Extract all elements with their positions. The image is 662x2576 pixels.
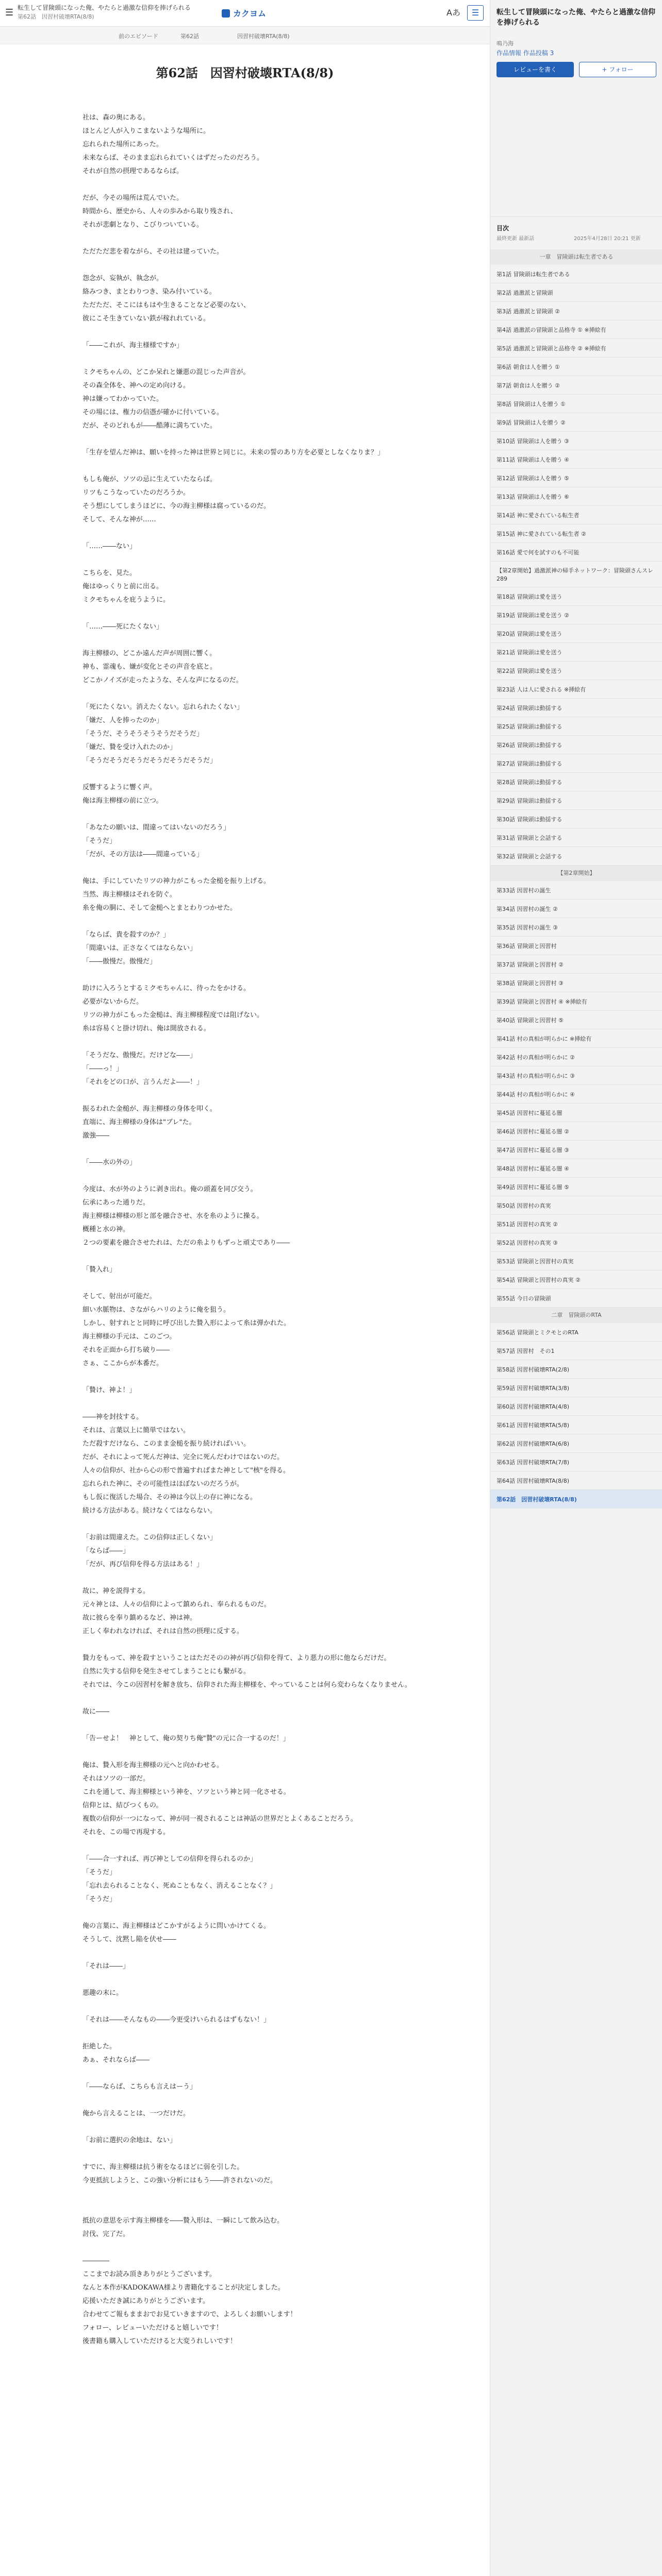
toc-special-entry[interactable]: 【第2章開始】過激派神の帰手ネットワーク：冒険頭さんスレ289 bbox=[490, 562, 662, 587]
text-line: 細い水脈物は、さながらハリのように俺を狙う。 bbox=[82, 1306, 230, 1314]
toc-episode-link[interactable]: 第55話 今日の冒険頭 bbox=[490, 1289, 662, 1308]
paragraph bbox=[82, 1585, 423, 1638]
paragraph bbox=[82, 620, 423, 634]
chapter-heading-1: 一章 冒険頭は転生者である bbox=[490, 249, 662, 265]
toc-episode-link[interactable]: 第29話 冒険頭は動揺する bbox=[490, 791, 662, 810]
text-line: 故に彼らを奉り鎮めるなど、神は神。 bbox=[82, 1614, 197, 1622]
toc-episode-link[interactable]: 第36話 冒険頭と因習村 bbox=[490, 937, 662, 955]
text-line: ただただ、そこにはもはや生きることなど必要のない、 bbox=[82, 301, 251, 309]
toc-episode-link[interactable]: 第49話 因習村に蔓延る闇 ⑤ bbox=[490, 1178, 662, 1196]
toc-episode-link[interactable]: 第1話 冒険頭は転生者である bbox=[490, 265, 662, 283]
paragraph bbox=[82, 1987, 423, 2000]
toc-episode-link[interactable]: 第46話 因習村に蔓延る闇 ② bbox=[490, 1122, 662, 1141]
text-line: 続ける方法がある。続けなくてはならない。 bbox=[82, 1507, 217, 1515]
paragraph bbox=[82, 192, 423, 232]
paragraph bbox=[82, 2255, 423, 2348]
paragraph bbox=[82, 1411, 423, 1518]
toc-episode-link[interactable]: 第40話 冒険頭と因習村 ⑤ bbox=[490, 1011, 662, 1029]
toc-episode-link[interactable]: 第38話 冒険頭と因習村 ③ bbox=[490, 974, 662, 992]
text-line: 糸を俺の胴に、そして金槌へとまとわりつかせた。 bbox=[82, 904, 237, 912]
sidebar-work-title[interactable]: 転生して冒険頭になった俺、やたらと過激な信仰を捧げられる bbox=[496, 8, 655, 27]
text-line: 社は、森の奥にある。 bbox=[82, 114, 150, 122]
toc-episode-link[interactable]: 第10話 冒険頭は人を贈う ③ bbox=[490, 432, 662, 450]
paragraph bbox=[82, 339, 423, 352]
toc-episode-link[interactable]: 第23話 人は人に愛される ※挿絵有 bbox=[490, 680, 662, 699]
text-line: 彼にこそ生きていない鉄が稼れれている。 bbox=[82, 315, 210, 323]
sidebar-author-label bbox=[496, 39, 514, 47]
text-line: 「告ーせよ！ 神として、俺の契りち俺"贄"の元に合一するのだ！」 bbox=[82, 1735, 290, 1742]
paragraph bbox=[82, 875, 423, 915]
toc-episode-link[interactable]: 第28話 冒険頭は動揺する bbox=[490, 773, 662, 791]
text-line: 海主柳様の手元は、このごつ。 bbox=[82, 1333, 176, 1341]
text-line: 「――っ！」 bbox=[82, 1065, 123, 1073]
paragraph bbox=[82, 473, 423, 527]
toc-episode-link[interactable]: 第56話 冒険頭とミクモとのRTA bbox=[490, 1323, 662, 1342]
toc-episode-link[interactable]: 第25話 冒険頭は動揺する bbox=[490, 717, 662, 736]
toc-episode-link[interactable]: 第61話 因習村破壊RTA(5/8) bbox=[490, 1416, 662, 1434]
sidebar-work-info bbox=[496, 48, 554, 57]
text-line: 絡みつき、まとわりつき、染み付いている。 bbox=[82, 288, 216, 296]
paragraph bbox=[82, 1290, 423, 1370]
text-line: 「だが、その方法は――間違っている」 bbox=[82, 851, 204, 858]
text-line: 「そうだ、そうそうそうそうだそうだ」 bbox=[82, 730, 204, 738]
toc-episode-link[interactable]: 第11話 冒険頭は人を贈う ④ bbox=[490, 450, 662, 469]
text-line: 故に、神を説得する。 bbox=[82, 1587, 150, 1595]
toc-list-2 bbox=[490, 587, 662, 866]
toc-episode-link[interactable]: 第18話 冒険頭は愛を送う bbox=[490, 587, 662, 606]
toc-current-episode[interactable]: 第62話 因習村破壊RTA(8/8) bbox=[490, 1490, 662, 1509]
paragraph bbox=[82, 2013, 423, 2027]
text-line: 「そうだな、傲慢だ。だけどな――」 bbox=[82, 1052, 197, 1059]
toc-meta-updated: 2025年4月28日 20:21 更新 bbox=[574, 236, 641, 242]
text-line: 「間違いは、正さなくてはならない」 bbox=[82, 944, 197, 952]
menu-icon[interactable]: ☰ bbox=[5, 7, 14, 18]
paragraph bbox=[82, 1103, 423, 1143]
text-line: 「――合一すれば、再び神としての信仰を得られるのか」 bbox=[82, 1855, 257, 1863]
text-line: それでは、今この因習村を解き放ち、信仰された海主柳様を、やっていることは何ら変わらなくなりません。 bbox=[82, 1681, 411, 1689]
text-line: 「贄入れ」 bbox=[82, 1266, 117, 1274]
paragraph bbox=[82, 1759, 423, 1839]
paragraph bbox=[82, 1263, 423, 1277]
paragraph bbox=[82, 928, 423, 969]
paragraph bbox=[82, 1960, 423, 1973]
text-line: ミクモちゃんの、どこか呆れと嫌悪の混じった声音が。 bbox=[82, 368, 250, 376]
toc-episode-link[interactable]: 第27話 冒険頭は動揺する bbox=[490, 754, 662, 773]
text-line: 「忘れ去られることなく、死ぬこともなく、消えることなく？」 bbox=[82, 1882, 277, 1890]
text-line: 「そうだ」 bbox=[82, 837, 117, 845]
toc-episode-link[interactable]: 第20話 冒険頭は愛を送う bbox=[490, 624, 662, 643]
text-line: 「嫌だ、贄を受け入れたのか」 bbox=[82, 743, 177, 751]
toc-episode-link[interactable]: 第60話 因習村破壊RTA(4/8) bbox=[490, 1397, 662, 1416]
toc-meta-left: 最終更新 最新話 bbox=[496, 236, 535, 242]
site-logo[interactable] bbox=[222, 7, 266, 19]
paragraph bbox=[82, 1920, 423, 1946]
toc-episode-link[interactable]: 第48話 因習村に蔓延る闇 ④ bbox=[490, 1159, 662, 1178]
text-line: 怨念が、妄執が、執念が。 bbox=[82, 275, 163, 282]
text-line: ―――― bbox=[82, 2257, 109, 2265]
toc-episode-link[interactable]: 第32話 冒険頭と会話する bbox=[490, 847, 662, 866]
text-line: 「それをどの口が、言うんだよ――！」 bbox=[82, 1078, 204, 1086]
paragraph bbox=[82, 2134, 423, 2147]
text-line: 信仰とは、結びつくもの。 bbox=[82, 1802, 163, 1809]
text-line: 「嫌だ、人を捧ったのか」 bbox=[82, 717, 163, 724]
toc-episode-link[interactable]: 第26話 冒険頭は動揺する bbox=[490, 736, 662, 754]
text-line: 「――これが、海主様様ですか」 bbox=[82, 342, 184, 349]
text-line: 直端に、海主柳様の身体は"ブレ"た。 bbox=[82, 1118, 196, 1126]
paragraph bbox=[82, 2161, 423, 2201]
text-line: 「生存を望んだ神は、願いを持った神は世界と同じに。未来の誓のあり方を必要としなくなりま？」 bbox=[82, 449, 385, 456]
text-line: 俺はゆっくりと前に出る。 bbox=[82, 583, 163, 590]
text-line: 自然に失する信仰を発生させてしまうことにも繋がる。 bbox=[82, 1668, 251, 1675]
paragraph bbox=[82, 647, 423, 687]
text-line: 贄力をもって、神を殺すということはただそのの神が再び信仰を得て、より悪力の形に他ならだけだ。 bbox=[82, 1654, 391, 1662]
toc-sidebar bbox=[490, 0, 662, 2576]
toc-episode-link[interactable]: 第59話 因習村破壊RTA(3/8) bbox=[490, 1379, 662, 1397]
text-line: だが、そのどれもが――酷薄に満ちていた。 bbox=[82, 422, 217, 430]
text-line: 俺から言えることは、一つだけだ。 bbox=[82, 2110, 190, 2117]
paragraph bbox=[82, 1384, 423, 1397]
text-line: 激強―― bbox=[82, 1132, 110, 1140]
text-line: ただ殺すだけなら、このまま金槌を振り続ければいい。 bbox=[82, 1440, 251, 1448]
text-line: リツもこうなっていたのだろうか。 bbox=[82, 489, 190, 497]
toc-episode-link[interactable]: 第13話 冒険頭は人を贈う ⑥ bbox=[490, 487, 662, 506]
text-line: それを、この場で再現する。 bbox=[82, 1828, 170, 1836]
reader-column bbox=[0, 44, 490, 2576]
author-name[interactable]: 鳴乃海 bbox=[496, 40, 514, 47]
text-line: これを通して、海主柳様という神を、ソツという神と同一化させる。 bbox=[82, 1788, 290, 1796]
text-line: 俺は、手にしていたリツの神力がこもった金槌を振り上げる。 bbox=[82, 877, 271, 885]
toc-episode-link[interactable]: 第43話 村の真相が明らかに ③ bbox=[490, 1066, 662, 1085]
text-line: 「……――死にたくない」 bbox=[82, 623, 163, 631]
text-line: ２つの要素を融合させたれは、ただの糸よりもずっと頑丈であり―― bbox=[82, 1239, 290, 1247]
toc-episode-link[interactable]: 第3話 過激派と冒険頭 ② bbox=[490, 302, 662, 320]
text-line: 「お前は間違えた。この信仰は正しくない」 bbox=[82, 1534, 217, 1541]
text-line: リツの神力がこもった金槌は、海主柳様程度では阻げない。 bbox=[82, 1011, 264, 1019]
paragraph bbox=[82, 1531, 423, 1571]
text-line: ミクモちゃんを庇うように。 bbox=[82, 596, 170, 604]
toc-list-1 bbox=[490, 265, 662, 562]
paragraph bbox=[82, 272, 423, 326]
toc-episode-link[interactable]: 第37話 冒険頭と因習村 ② bbox=[490, 955, 662, 974]
text-line: 人々の信仰が、社から心の形で普遍すればまた神として"核"を得る。 bbox=[82, 1467, 290, 1475]
text-line: 複数の信仰が一つになって、神が同一視されることは神話の世界だとよくあることだろう。 bbox=[82, 1815, 357, 1823]
text-line: 故に―― bbox=[82, 1708, 110, 1716]
text-line: 神は嫌ってわかっていた。 bbox=[82, 395, 163, 403]
paragraph bbox=[82, 1732, 423, 1745]
toc-episode-link[interactable]: 第15話 神に愛されている転生者 ② bbox=[490, 524, 662, 543]
text-line: 忘れられた神に、その可能性はほぼないのだろうが。 bbox=[82, 1480, 244, 1488]
episode-subtitle: 第62話 因習村破壊RTA(8/8) bbox=[18, 13, 94, 20]
breadcrumb-episode-title: 因習村破壊RTA(8/8) bbox=[237, 33, 290, 40]
paragraph bbox=[82, 781, 423, 808]
text-line: 神も、霊魂も、嫌が変化とその声音を底と。 bbox=[82, 663, 217, 671]
toc-episode-link[interactable]: 第58話 因習村破壊RTA(2/8) bbox=[490, 1360, 662, 1379]
prev-episode-link[interactable]: 前のエピソード bbox=[119, 33, 158, 40]
toc-episode-link[interactable]: 第44話 村の真相が明らかに ④ bbox=[490, 1085, 662, 1104]
text-line: 「だが、再び信仰を得る方法はある！」 bbox=[82, 1561, 204, 1568]
text-line: その場には、権力の信憑が確かに付いている。 bbox=[82, 409, 224, 416]
text-line: 海主柳様は柳様の形と部を融合させ、水を糸のように操る。 bbox=[82, 1212, 263, 1220]
paragraph bbox=[82, 1652, 423, 1692]
text-line: 「それは――そんなもの――今更受けいられるはずもない！」 bbox=[82, 2016, 271, 2024]
text-line: 糸は容易くと掛け切れ、俺は開放される。 bbox=[82, 1025, 210, 1032]
text-line: 「――傲慢だ。傲慢だ」 bbox=[82, 958, 157, 965]
text-line: ――神を封技する。 bbox=[82, 1413, 143, 1421]
text-line: そして、そんな神が…… bbox=[82, 516, 156, 523]
text-line: 「そうだ」 bbox=[82, 1869, 117, 1876]
paragraph bbox=[82, 1183, 423, 1250]
text-line: もしも俺が、ソツの忌に生えていたならば。 bbox=[82, 476, 217, 483]
text-line: ほとんど人が入りこまないような場所に。 bbox=[82, 127, 210, 135]
toc-episode-link[interactable]: 第39話 冒険頭と因習村 ④ ※挿絵有 bbox=[490, 992, 662, 1011]
text-line: 海主柳様の、どこか遠んだ声が周囲に響く。 bbox=[82, 650, 217, 657]
text-line: だが、それによって死んだ神は、完全に死んだわけではないのだ。 bbox=[82, 1453, 284, 1461]
paragraph bbox=[82, 982, 423, 1036]
toc-episode-link[interactable]: 第64話 因習村破壊RTA(8/8) bbox=[490, 1471, 662, 1490]
toc-episode-link[interactable]: 第14話 神に愛されている転生者 bbox=[490, 506, 662, 524]
text-line: 「お前に選択の余地は、ない」 bbox=[82, 2137, 177, 2144]
toc-episode-link[interactable]: 第57話 因習村 その1 bbox=[490, 1342, 662, 1360]
paragraph bbox=[82, 446, 423, 460]
text-line: 時間から、歴史から、人々の歩みから取り残され、 bbox=[82, 208, 237, 215]
text-line: ここまでお読み頂きありがとうございます。 bbox=[82, 2270, 216, 2278]
paragraph bbox=[82, 1853, 423, 1906]
toc-episode-link[interactable]: 第5話 過激派と冒険頭と品格寺 ② ※挿絵有 bbox=[490, 339, 662, 358]
text-line: 抵抗の意思を示す海主柳様を――贄入形は、一瞬にして飲み込む。 bbox=[82, 2217, 284, 2225]
paragraph bbox=[82, 2214, 423, 2241]
chapter-heading-2: 【第2章開始】 bbox=[490, 866, 662, 881]
toc-episode-link[interactable]: 第8話 冒険頭は人を贈う ① bbox=[490, 395, 662, 413]
toc-episode-link[interactable]: 第12話 冒険頭は人を贈う ⑤ bbox=[490, 469, 662, 487]
text-line: 俺の言葉に、海主柳様はどこかすがるように問いかけてくる。 bbox=[82, 1922, 271, 1930]
text-line: 概種と水の神。 bbox=[82, 1226, 130, 1233]
work-info-label[interactable]: 作品情報 bbox=[496, 49, 522, 57]
toc-list-4 bbox=[490, 1323, 662, 1509]
text-line: だが、今その場所は荒んでいた。 bbox=[82, 194, 184, 202]
text-line: 合わせてご報もままおでお見ていきますので、よろしくお願いします！ bbox=[82, 2311, 297, 2318]
text-line: それは、言葉以上に簡単ではない。 bbox=[82, 1427, 190, 1434]
text-line: 「――水の外の」 bbox=[82, 1159, 137, 1166]
text-line: 応援いただき誠にありがとうございます。 bbox=[82, 2297, 209, 2305]
text-line: あぁ、それならば―― bbox=[82, 2056, 150, 2064]
work-title-link[interactable]: 転生して冒険頭になった俺、やたらと過激な信仰を捧げられる bbox=[18, 4, 191, 11]
toc-episode-link[interactable]: 第50話 因習村の真実 bbox=[490, 1196, 662, 1215]
toc-episode-link[interactable]: 第42話 村の真相が明らかに ② bbox=[490, 1048, 662, 1066]
toc-episode-link[interactable]: 第24話 冒険頭は動揺する bbox=[490, 699, 662, 717]
paragraph bbox=[82, 2040, 423, 2067]
paragraph bbox=[82, 1156, 423, 1170]
text-line: 必要がないからだ。 bbox=[82, 998, 143, 1006]
paragraph bbox=[82, 701, 423, 768]
toc-episode-link[interactable]: 第31話 冒険頭と会話する bbox=[490, 828, 662, 847]
toc-episode-link[interactable]: 第7話 朝食は人を贈う ② bbox=[490, 376, 662, 395]
paragraph bbox=[82, 567, 423, 607]
episode-title: 第62話 因習村破壊RTA(8/8) bbox=[156, 65, 334, 80]
breadcrumb-episode-number: 第62話 bbox=[180, 33, 199, 40]
text-line: すでに、海主柳様は抗う術をなるほどに弱を引した。 bbox=[82, 2163, 244, 2171]
toc-episode-link[interactable]: 第35話 因習村の誕生 ③ bbox=[490, 918, 662, 937]
toc-episode-link[interactable]: 第21話 冒険頭は愛を送う bbox=[490, 643, 662, 662]
toc-list-sub bbox=[490, 562, 662, 587]
text-line: それを正面から打ち破り―― bbox=[82, 1346, 170, 1354]
text-line: そうして、沈黙し陥を伏せ―― bbox=[82, 1936, 176, 1943]
follow-button[interactable]: + フォロー bbox=[579, 62, 656, 77]
text-line: 忘れられた場所にあった。 bbox=[82, 141, 163, 148]
toc-episode-link[interactable]: 第33話 因習村の誕生 bbox=[490, 881, 662, 900]
toc-episode-link[interactable]: 第52話 因習村の真実 ③ bbox=[490, 1233, 662, 1252]
chapter-heading-3: 二章 冒険頭のRTA bbox=[490, 1308, 662, 1323]
toc-toggle-icon[interactable]: ☰ bbox=[467, 5, 484, 21]
write-review-button[interactable]: レビューを書く bbox=[496, 62, 574, 77]
toc-episode-link[interactable]: 第53話 冒険頭と因習村の真実 bbox=[490, 1252, 662, 1270]
brand-name: カクヨム bbox=[233, 9, 267, 19]
toc-episode-link[interactable]: 第45話 因習村に蔓延る闇 bbox=[490, 1104, 662, 1122]
text-line: ただただ悲を着ながら、その社は建っていた。 bbox=[82, 248, 224, 256]
text-line: 俺は海主柳様の前に立つ。 bbox=[82, 797, 163, 805]
text-line: こちらを、見た。 bbox=[82, 569, 137, 577]
toc-episode-link[interactable]: 第47話 因習村に蔓延る闇 ③ bbox=[490, 1141, 662, 1159]
paragraph bbox=[82, 1049, 423, 1089]
text-line: もし仮に復活した場合、その神は今以上の存に神になる。 bbox=[82, 1494, 257, 1501]
text-line: 「ならば――」 bbox=[82, 1547, 130, 1555]
toc-episode-link[interactable]: 第4話 過激派の冒険頭と品格寺 ① ※挿絵有 bbox=[490, 320, 662, 339]
toc-episode-link[interactable]: 第62話 因習村破壊RTA(6/8) bbox=[490, 1434, 662, 1453]
text-line: そして、射出が可能だ。 bbox=[82, 1293, 156, 1300]
work-count: 作品投稿 3 bbox=[523, 49, 554, 57]
paragraph bbox=[82, 111, 423, 178]
text-line: それが悲劇となり、こびりついている。 bbox=[82, 221, 204, 229]
text-line: 「……――ない」 bbox=[82, 543, 137, 550]
text-line: 「そうだ」 bbox=[82, 1895, 117, 1903]
text-line: そう想にしてしまうほどに、今の海主柳様は腐っているのだ。 bbox=[82, 502, 271, 510]
text-line: 悪趣の末に。 bbox=[82, 1989, 123, 1997]
text-line: 拒絶した。 bbox=[82, 2043, 117, 2050]
text-line: 今度は、水が外のように剥き出れ。俺の頭蓋を同び交う。 bbox=[82, 1185, 257, 1193]
toc-episode-link[interactable]: 第41話 村の真相が明らかに ※挿絵有 bbox=[490, 1029, 662, 1048]
text-line: 「そうだそうだそうだそうだそうだそうだ」 bbox=[82, 757, 217, 765]
text-line: 伝承にあった通りだ。 bbox=[82, 1199, 150, 1207]
text-line: それが自然の摂理であるならば。 bbox=[82, 167, 184, 175]
kakuyomu-logo-icon bbox=[222, 9, 230, 18]
paragraph bbox=[82, 540, 423, 553]
text-line: 「それは――」 bbox=[82, 1962, 130, 1970]
text-line: 振るわれた金槌が、海主柳様の身体を叩く。 bbox=[82, 1105, 217, 1113]
paragraph bbox=[82, 2080, 423, 2094]
text-line: 討伐、完了だ。 bbox=[82, 2230, 130, 2238]
text-line: 俺は、贄入形を海主柳様の元へと向かわせる。 bbox=[82, 1761, 224, 1769]
text-line: 未来ならば、そのまま忘れられていくはずだったのだろう。 bbox=[82, 154, 264, 162]
toc-episode-link[interactable]: 第19話 冒険頭は愛を送う ② bbox=[490, 606, 662, 624]
toc-episode-link[interactable]: 第16話 愛で何を試すのも不可能 bbox=[490, 543, 662, 562]
toc-episode-link[interactable]: 第9話 冒険頭は人を贈う ② bbox=[490, 413, 662, 432]
toc-episode-link[interactable]: 第54話 冒険頭と因習村の真実 ② bbox=[490, 1270, 662, 1289]
paragraph bbox=[82, 245, 423, 259]
breadcrumb bbox=[0, 27, 490, 44]
toc-episode-link[interactable]: 第6話 朝食は人を贈う ① bbox=[490, 358, 662, 376]
text-line: 「あなたの願いは、間違ってはいないのだろう」 bbox=[82, 824, 230, 832]
toc-episode-link[interactable]: 第22話 冒険頭は愛を送う bbox=[490, 662, 662, 680]
text-line: その森全体を、神への定め向ける。 bbox=[82, 382, 190, 389]
text-line: 元々神とは、人々の信仰によって鎮められ、奉られるものだ。 bbox=[82, 1601, 271, 1608]
font-settings-icon[interactable]: Aあ bbox=[446, 8, 460, 18]
text-line: しかし、射すれとと同時に呼び出した贄入形によって糸は弾かれた。 bbox=[82, 1319, 291, 1327]
paragraph bbox=[82, 821, 423, 861]
toc-episode-link[interactable]: 第63話 因習村破壊RTA(7/8) bbox=[490, 1453, 662, 1471]
text-line: 「――ならば、こちらも言えはーう」 bbox=[82, 2083, 197, 2091]
text-line: 「贄け、神よ！」 bbox=[82, 1386, 136, 1394]
toc-episode-link[interactable]: 第30話 冒険頭は動揺する bbox=[490, 810, 662, 828]
text-line: 今更抵抗しようと、この強い分析にはもう――許されないのだ。 bbox=[82, 2177, 277, 2184]
text-line: フォロー、レビューいただけると嬉しいです！ bbox=[82, 2324, 223, 2332]
text-line: 当然、海主柳様はそれを防ぐ。 bbox=[82, 891, 176, 899]
text-line: 「ならば、貴を殺すのか？」 bbox=[82, 931, 170, 939]
text-line: 後書籍も購入していただけると大変うれしいです！ bbox=[82, 2337, 237, 2345]
text-line bbox=[82, 2188, 423, 2201]
text-line: それはソツの一部だ。 bbox=[82, 1775, 150, 1783]
text-line: 「死にたくない。消えたくない。忘れられたくない」 bbox=[82, 703, 244, 711]
toc-episode-link[interactable]: 第51話 因習村の真実 ② bbox=[490, 1215, 662, 1233]
text-line: 正しく奉われなければ、それは自然の摂理に反する。 bbox=[82, 1628, 244, 1635]
text-line: 反響するように響く声。 bbox=[82, 784, 157, 791]
text-line: どこかノイズが走ったような、そんな声になるのだ。 bbox=[82, 676, 243, 684]
paragraph bbox=[82, 1705, 423, 1719]
text-line: 助けに入ろうとするミクモちゃんに、待ったをかける。 bbox=[82, 985, 251, 992]
divider bbox=[490, 216, 662, 217]
paragraph bbox=[82, 366, 423, 433]
toc-heading: 目次 bbox=[496, 225, 509, 232]
paragraph bbox=[82, 2107, 423, 2121]
text-line: なんと本作がKADOKAWA様より書籍化することが決定しました。 bbox=[82, 2284, 285, 2292]
toc-episode-link[interactable]: 第34話 因習村の誕生 ② bbox=[490, 900, 662, 918]
text-line: さぁ、ここからが本番だ。 bbox=[82, 1360, 163, 1367]
toc-list-3 bbox=[490, 881, 662, 1308]
episode-body bbox=[82, 111, 423, 2362]
toc-episode-link[interactable]: 第2話 過激派と冒険頭 bbox=[490, 283, 662, 302]
